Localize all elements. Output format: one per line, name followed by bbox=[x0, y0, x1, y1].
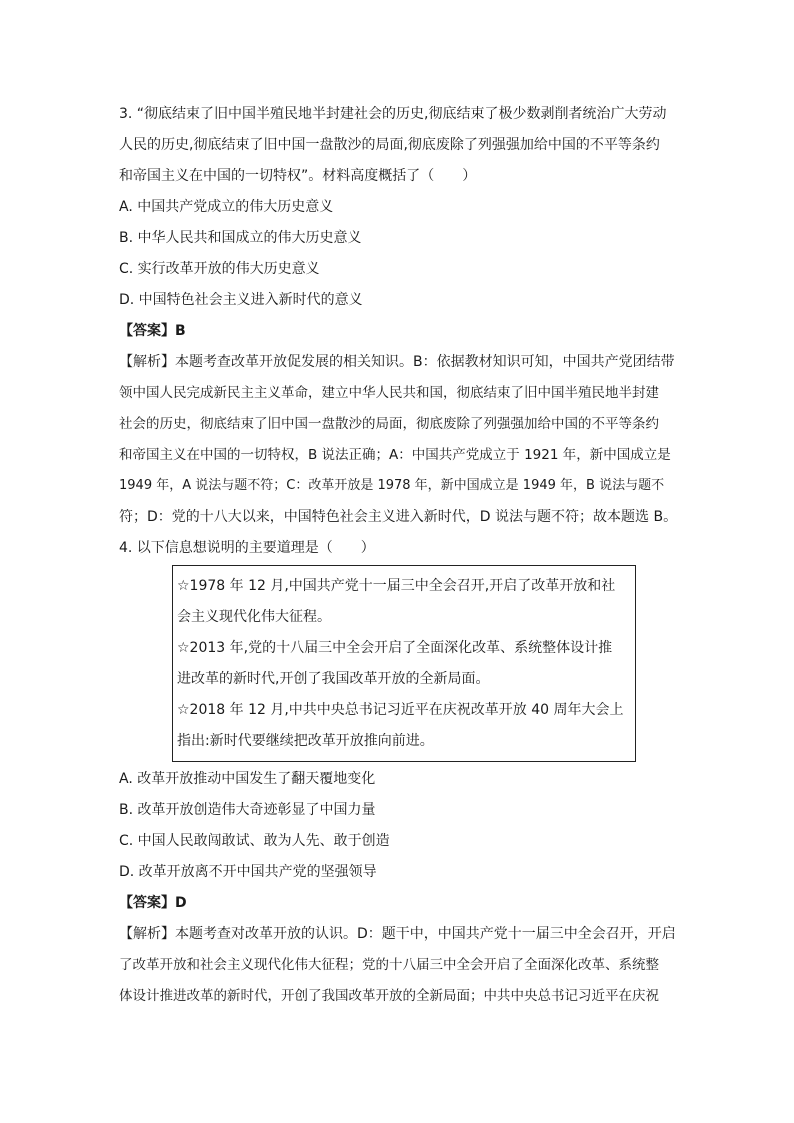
q3-stem-line-1: 3. “彻底结束了旧中国半殖民地半封建社会的历史,彻底结束了极少数剥削者统治广大劳动 bbox=[119, 106, 667, 122]
q4-answer: 【答案】D bbox=[119, 895, 187, 911]
q4-option-d: D. 改革开放离不开中国共产党的坚强领导 bbox=[119, 864, 377, 880]
q4-option-a: A. 改革开放推动中国发生了翻天覆地变化 bbox=[119, 771, 376, 787]
q4-material-line-6: 指出:新时代要继续把改革开放推向前进。 bbox=[177, 733, 434, 749]
q3-option-b: B. 中华人民共和国成立的伟大历史意义 bbox=[119, 230, 362, 246]
q4-material-box bbox=[172, 565, 636, 762]
q3-analysis-line-5: 1949 年，A 说法与题不符；C：改革开放是 1978 年，新中国成立是 1949 年，B 说法与题不 bbox=[119, 478, 665, 493]
q4-material-line-1: ☆1978 年 12 月,中国共产党十一届三中全会召开,开启了改革开放和社 bbox=[177, 578, 616, 594]
q3-option-a: A. 中国共产党成立的伟大历史意义 bbox=[119, 199, 334, 215]
q4-material-line-4: 进改革的新时代,开创了我国改革开放的全新局面。 bbox=[177, 671, 490, 687]
q4-analysis-line-2: 了改革开放和社会主义现代化伟大征程；党的十八届三中全会开启了全面深化改革、系统整 bbox=[119, 957, 659, 973]
q3-stem-line-2: 人民的历史,彻底结束了旧中国一盘散沙的局面,彻底废除了列强强加给中国的不平等条约 bbox=[119, 137, 660, 153]
q3-analysis-line-6: 符；D：党的十八大以来，中国特色社会主义进入新时代，D 说法与题不符；故本题选 B。 bbox=[119, 509, 678, 525]
q3-answer: 【答案】B bbox=[119, 323, 186, 339]
q3-analysis-line-2: 领中国人民完成新民主主义革命，建立中华人民共和国，彻底结束了旧中国半殖民地半封建 bbox=[119, 385, 659, 401]
q4-analysis-line-1: 【解析】本题考查对改革开放的认识。D：题干中，中国共产党十一届三中全会召开，开启 bbox=[119, 926, 676, 942]
q4-analysis-line-3: 体设计推进改革的新时代，开创了我国改革开放的全新局面；中共中央总书记习近平在庆祝 bbox=[119, 988, 659, 1004]
q3-stem-line-3: 和帝国主义在中国的一切特权”。材料高度概括了（ ） bbox=[119, 168, 477, 184]
q3-option-c: C. 实行改革开放的伟大历史意义 bbox=[119, 261, 320, 277]
q4-option-b: B. 改革开放创造伟大奇迹彰显了中国力量 bbox=[119, 802, 376, 818]
q4-material-line-2: 会主义现代化伟大征程。 bbox=[177, 609, 331, 625]
q4-material-line-5: ☆2018 年 12 月,中共中央总书记习近平在庆祝改革开放 40 周年大会上 bbox=[177, 702, 624, 718]
q3-option-d: D. 中国特色社会主义进入新时代的意义 bbox=[119, 292, 363, 308]
q3-analysis-line-4: 和帝国主义在中国的一切特权，B 说法正确；A：中国共产党成立于 1921 年，新中国成立是 bbox=[119, 447, 671, 463]
q4-stem: 4. 以下信息想说明的主要道理是（ ） bbox=[119, 540, 375, 556]
q3-analysis-line-3: 社会的历史，彻底结束了旧中国一盘散沙的局面，彻底废除了列强强加给中国的不平等条约 bbox=[119, 416, 659, 432]
q3-analysis-line-1: 【解析】本题考查改革开放促发展的相关知识。B：依据教材知识可知，中国共产党团结带 bbox=[119, 354, 675, 370]
q4-material-line-3: ☆2013 年,党的十八届三中全会开启了全面深化改革、系统整体设计推 bbox=[177, 640, 613, 656]
q4-option-c: C. 中国人民敢闯敢试、敢为人先、敢于创造 bbox=[119, 833, 390, 849]
